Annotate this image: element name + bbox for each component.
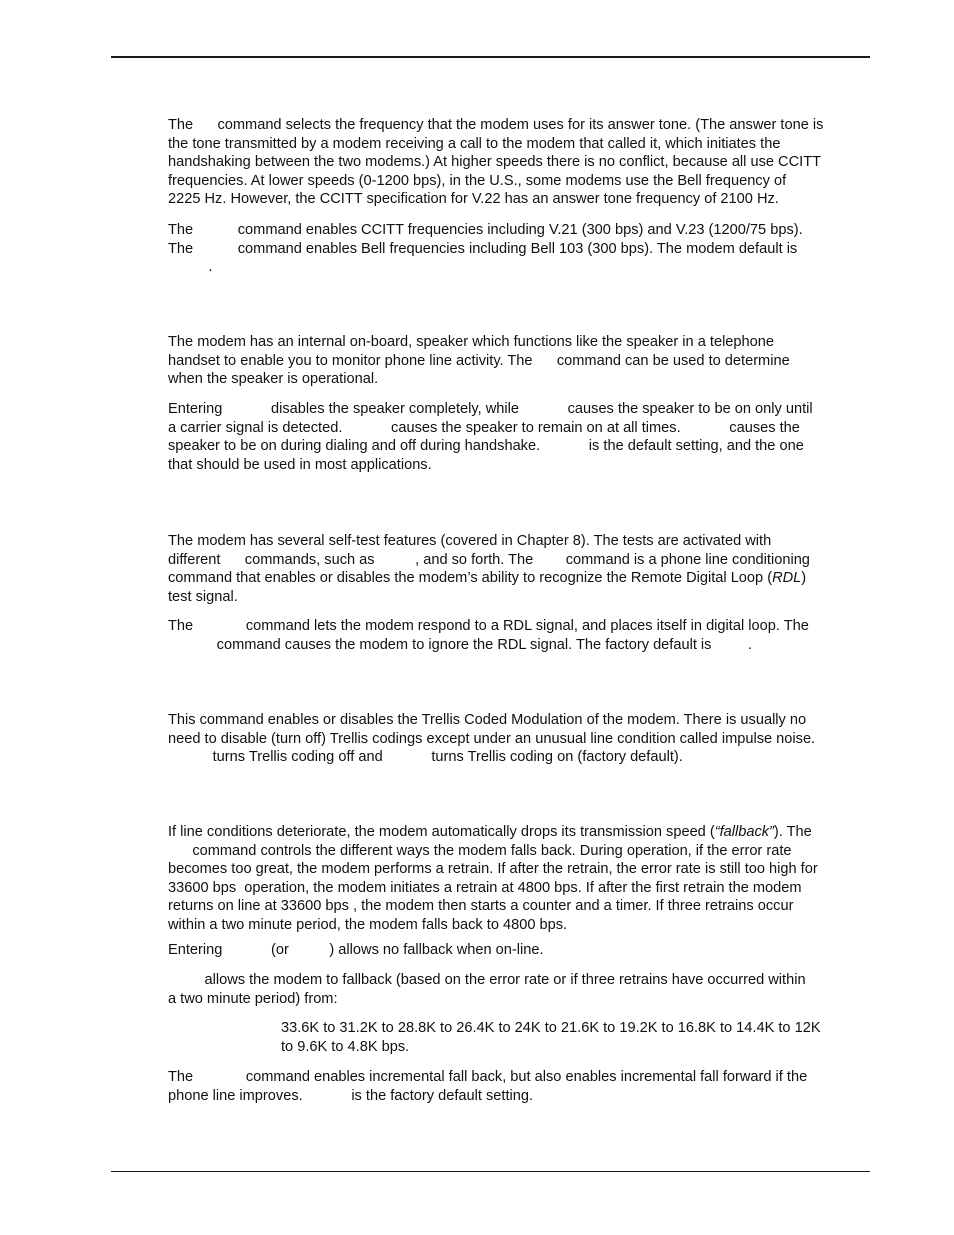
fallback-speed-list: 33.6K to 31.2K to 28.8K to 26.4K to 24K to 21.6K to 19.2K to 16.8K to 14.4K to 12K to 9.6K to 4.8K bps.	[281, 1020, 821, 1055]
rdl-text-before: The modem has several self-test features (covered in Chapter 8). The tests are activated with different commands, such as , and so forth. The command is a phone line conditioning command that enables or disables the modem’s ability to recognize the Remote Digital Loop (	[168, 533, 810, 587]
fallback-text-after: ). The command controls the different ways the modem falls back. During operation, if the error rate becomes too great, the modem performs a retrain. If after the retrain, the error rate is still too high for 33600 bps operation, the modem initiates a retrain at 4800 bps. If after the first retrain the modem returns on line at 33600 bps , the modem then starts a counter and a timer. If three retrains occur within a two minute period, the modem falls back to 4800 bps.	[168, 824, 818, 933]
fallback-italic-term: “fallback”	[714, 824, 774, 840]
answer-tone-paragraph-1: The command selects the frequency that the modem uses for its answer tone. (The answer tone is the tone transmitted by a modem receiving a call to the modem that called it, which initiates the handshaking between the two modems.) At higher speeds there is no conflict, because all use CCITT frequencies. At lower speeds (0-1200 bps), in the U.S., some modems use the Bell frequency of 2225 Hz. However, the CCITT specification for V.22 has an answer tone frequency of 2100 Hz.	[168, 117, 824, 208]
answer-tone-paragraph-2: The command enables CCITT frequencies including V.21 (300 bps) and V.23 (1200/75 bps). The command enables Bell frequencies including Bell 103 (300 bps). The modem default is .	[168, 222, 803, 276]
fallback-paragraph-3: allows the modem to fallback (based on the error rate or if three retrains have occurred within a two minute period) from:	[168, 972, 806, 1007]
header-rule	[111, 56, 870, 58]
trellis-paragraph-1: This command enables or disables the Trellis Coded Modulation of the modem. There is usually no need to disable (turn off) Trellis codings except under an unusual line condition called impulse noise. turns Trellis coding off and turns Trellis coding on (factory default).	[168, 712, 816, 766]
rdl-paragraph-2: The command lets the modem respond to a RDL signal, and places itself in digital loop. The command causes the modem to ignore the RDL signal. The factory default is .	[168, 618, 809, 653]
fallback-paragraph-5: The command enables incremental fall back, but also enables incremental fall forward if the phone line improves. is the factory default setting.	[168, 1069, 808, 1104]
rdl-italic-term: RDL	[772, 570, 802, 587]
fallback-paragraph-1	[168, 823, 873, 935]
rdl-text-after: ) test signal.	[168, 570, 807, 605]
speaker-paragraph-2: Entering disables the speaker completely, while causes the speaker to be on only until a carrier signal is detected. causes the speaker to remain on at all times. causes the speaker to be on during dialing and off during handshake. is the default setting, and the one that should be used in most applications.	[168, 401, 813, 473]
fallback-paragraph-2: Entering (or ) allows no fallback when on-line.	[168, 942, 544, 958]
footer-rule	[111, 1171, 870, 1172]
fallback-text-before: If line conditions deteriorate, the modem automatically drops its transmission speed (	[168, 824, 715, 840]
speaker-paragraph-1: The modem has an internal on-board, speaker which functions like the speaker in a telephone handset to enable you to monitor phone line activity. The command can be used to determine when the speaker is operational.	[168, 334, 790, 388]
rdl-paragraph-1	[168, 532, 873, 606]
